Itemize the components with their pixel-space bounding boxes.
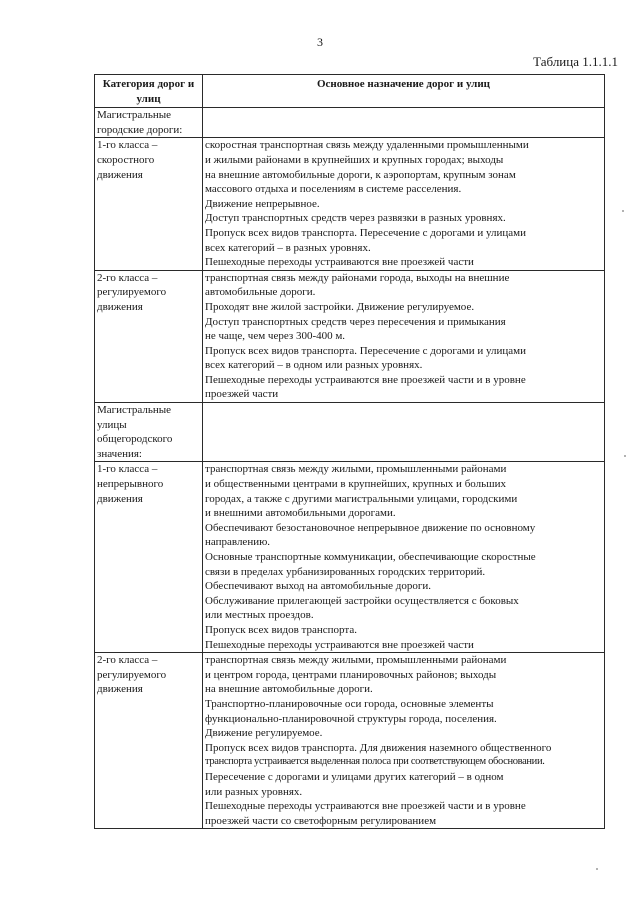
purpose-line: Пешеходные переходы устраиваются вне проезжей части и в уровне: [205, 373, 526, 386]
category-line: Магистральные: [97, 404, 172, 417]
purpose-line: Пешеходные переходы устраиваются вне проезжей части: [205, 638, 474, 651]
purpose-line: и внешними автомобильными дорогами.: [205, 507, 396, 520]
category-line: 2-го класса –: [97, 654, 158, 667]
category-line: непрерывного: [97, 478, 164, 491]
purpose-line: и жилыми районами в крупнейших и крупных городах; выходы: [205, 153, 504, 166]
purpose-line: Пропуск всех видов транспорта. Пересечение с дорогами и улицами: [205, 344, 527, 357]
purpose-line: Пешеходные переходы устраиваются вне проезжей части: [205, 256, 474, 269]
purpose-line: транспортная связь между районами города, выходы на внешние: [205, 271, 510, 284]
table-row: [95, 653, 605, 829]
table-caption: Таблица 1.1.1.1: [533, 54, 618, 69]
purpose-cell: [203, 270, 605, 402]
purpose-line: массового отдыха и поселениям в системе расселения.: [205, 183, 462, 196]
category-line: общегородского: [97, 433, 173, 446]
category-line: 1-го класса –: [97, 463, 158, 476]
category-line: Магистральные: [97, 109, 172, 122]
scan-speck: [624, 455, 626, 457]
purpose-line: проезжей части: [205, 388, 279, 401]
purpose-line: Пропуск всех видов транспорта. Пересечение с дорогами и улицами: [205, 226, 527, 239]
purpose-line: Движение регулируемое.: [205, 727, 323, 740]
purpose-line: Движение непрерывное.: [205, 197, 320, 210]
purpose-line: Обеспечивают безостановочное непрерывное движение по основному: [205, 521, 536, 534]
purpose-line: функционально-планировочной структуры города, поселения.: [205, 712, 497, 725]
category-line: городские дороги:: [97, 123, 183, 136]
purpose-line: на внешние автомобильные дороги.: [205, 683, 373, 696]
purpose-line: Обслуживание прилегающей застройки осуществляется с боковых: [205, 594, 519, 607]
purpose-line: Пропуск всех видов транспорта. Для движения наземного общественного: [205, 741, 552, 754]
purpose-line: Пешеходные переходы устраиваются вне проезжей части и в уровне: [205, 800, 526, 813]
purpose-cell: [203, 462, 605, 653]
category-cell: [95, 108, 203, 138]
header-purpose: Основное назначение дорог и улиц: [203, 75, 605, 108]
purpose-line: автомобильные дороги.: [205, 286, 316, 299]
category-line: движения: [97, 683, 143, 696]
category-line: улицы: [97, 418, 127, 431]
category-cell: [95, 462, 203, 653]
purpose-line: на внешние автомобильные дороги, к аэропортам, крупным зонам: [205, 168, 516, 181]
purpose-line: городах, а также с другими магистральными улицами, городскими: [205, 492, 518, 505]
purpose-line: направлению.: [205, 536, 271, 549]
table-row: [95, 108, 605, 138]
purpose-line: скоростная транспортная связь между удаленными промышленными: [205, 139, 529, 152]
purpose-cell: [203, 403, 605, 462]
category-line: значения:: [97, 447, 142, 460]
purpose-line: всех категорий – в одном или разных уровнях.: [205, 359, 423, 372]
category-line: регулируемого: [97, 286, 167, 299]
purpose-line: проезжей части со светофорным регулированием: [205, 814, 437, 827]
category-line: скоростного: [97, 153, 155, 166]
category-line: движения: [97, 168, 143, 181]
purpose-line: и общественными центрами в крупнейших, крупных и больших: [205, 478, 507, 491]
purpose-cell: [203, 653, 605, 829]
category-cell: [95, 403, 203, 462]
purpose-line: транспортная связь между жилыми, промышленными районами: [205, 463, 507, 476]
table-row: [95, 462, 605, 653]
category-line: 2-го класса –: [97, 271, 158, 284]
table-row: [95, 403, 605, 462]
purpose-line: и центром города, центрами планировочных районов; выходы: [205, 668, 497, 681]
category-line: движения: [97, 492, 143, 505]
scan-speck: [622, 210, 624, 212]
purpose-line: транспорта устраивается выделенная полоса при соответствующем обосновании.: [205, 756, 545, 768]
purpose-line: или местных проездов.: [205, 609, 314, 622]
purpose-line: всех категорий – в разных уровнях.: [205, 241, 371, 254]
purpose-line: не чаще, чем через 300-400 м.: [205, 330, 346, 343]
category-line: регулируемого: [97, 668, 167, 681]
category-cell: [95, 138, 203, 270]
purpose-line: или разных уровнях.: [205, 785, 303, 798]
purpose-cell: [203, 108, 605, 138]
page-number: 3: [317, 35, 323, 49]
table-row: [95, 270, 605, 402]
scan-speck: [596, 868, 598, 870]
purpose-line: Обеспечивают выход на автомобильные дороги.: [205, 580, 431, 593]
purpose-cell: [203, 138, 605, 270]
purpose-line: Транспортно-планировочные оси города, основные элементы: [205, 697, 494, 710]
purpose-line: Основные транспортные коммуникации, обеспечивающие скоростные: [205, 551, 536, 563]
table-header-row: [95, 75, 605, 108]
category-line: движения: [97, 300, 143, 313]
header-category: Категория дорог и улиц: [95, 75, 203, 108]
purpose-line: Доступ транспортных средств через развязки в разных уровнях.: [205, 212, 506, 225]
purpose-line: Доступ транспортных средств через пересечения и примыкания: [205, 315, 506, 328]
purpose-line: Пересечение с дорогами и улицами других категорий – в одном: [205, 770, 504, 783]
purpose-line: связи в пределах урбанизированных городских территорий.: [205, 565, 486, 578]
purpose-line: транспортная связь между жилыми, промышленными районами: [205, 654, 507, 667]
table-row: [95, 138, 605, 270]
category-cell: [95, 653, 203, 829]
purpose-line: Проходят вне жилой застройки. Движение регулируемое.: [205, 300, 475, 313]
category-cell: [95, 270, 203, 402]
purpose-line: Пропуск всех видов транспорта.: [205, 623, 357, 636]
road-category-table: [94, 74, 605, 829]
category-line: 1-го класса –: [97, 139, 158, 152]
table-body: [95, 108, 605, 829]
